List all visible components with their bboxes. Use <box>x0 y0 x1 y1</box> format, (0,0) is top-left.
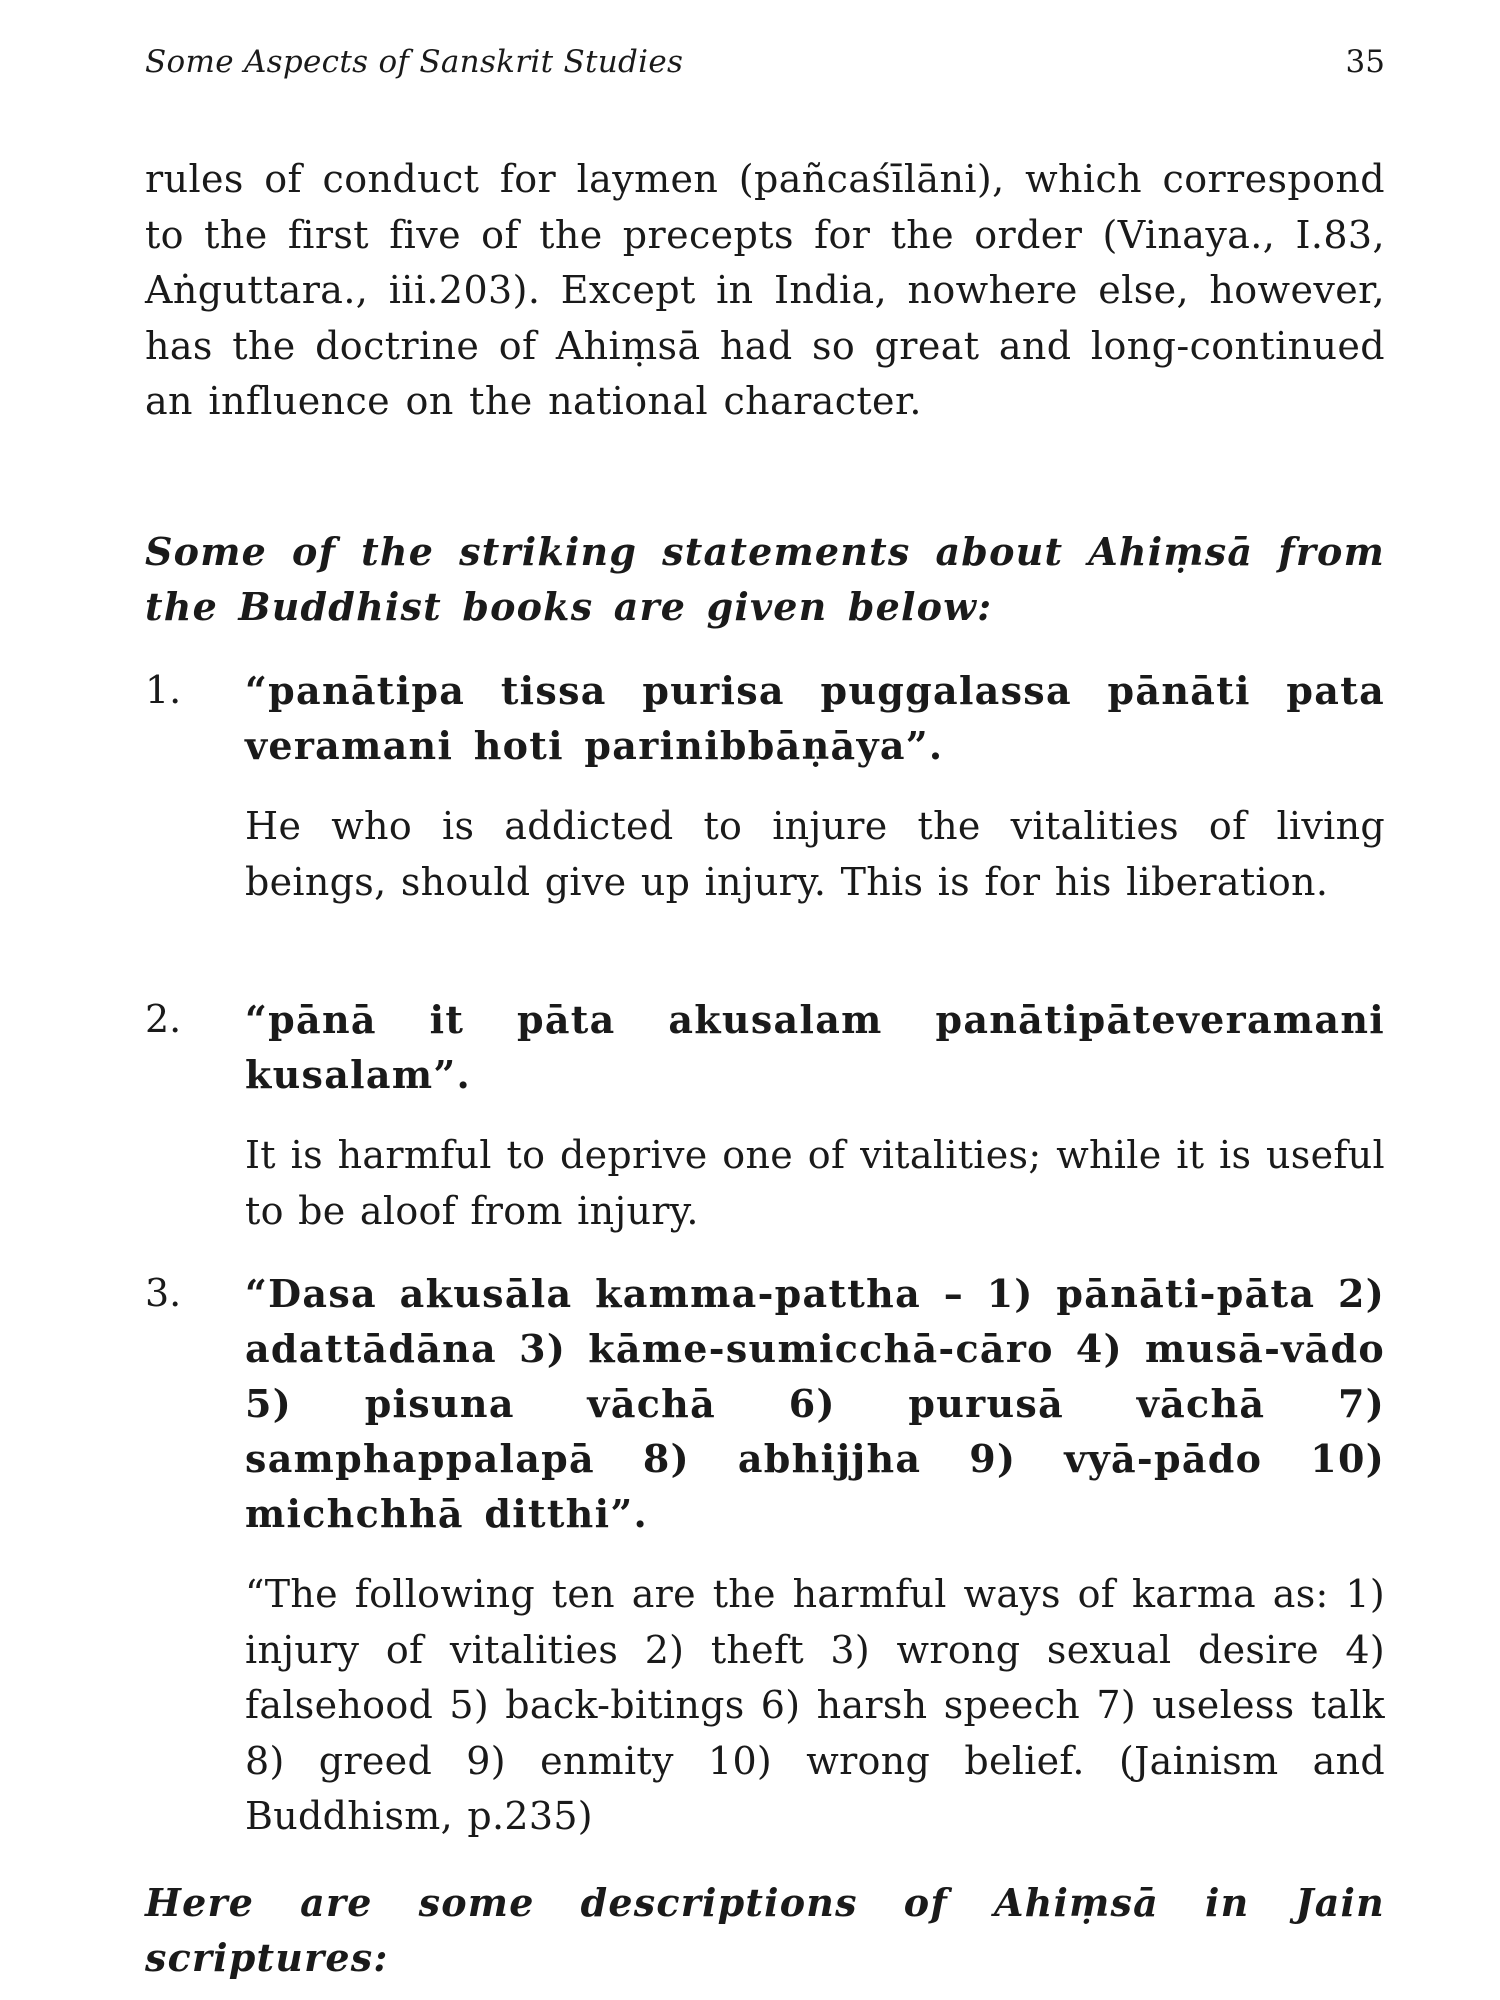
pali-quote: “pānā it pāta akusalam panātipāteveramani kusalam”. <box>245 997 1385 1097</box>
translation: “The following ten are the harmful ways of karma as: 1) injury of vitalities 2) theft 3) wrong sexual desire 4) falsehood 5) back-bitings 6) harsh speech 7) useless talk 8) greed 9) enmity 10) wrong belief. (Jainism and Buddhism, p.235) <box>245 1572 1385 1838</box>
item-body <box>245 992 1385 1239</box>
translation: It is harmful to deprive one of vitalities; while it is useful to be aloof from injury. <box>245 1133 1385 1233</box>
intro-paragraph: rules of conduct for laymen (pañcaśīlāni), which correspond to the first five of the precepts for the order (Vinaya., I.83, Aṅguttara., iii.203). Except in India, nowhere else, however, has the doctrine of Ahiṃsā had so great and long-continued an influence on the national character. <box>145 157 1385 423</box>
item-number: 2. <box>145 997 182 1041</box>
buddhist-statements-heading: Some of the striking statements about Ahiṃsā from the Buddhist books are given below: <box>145 529 1385 629</box>
book-page <box>145 0 1385 2000</box>
jain-descriptions-heading: Here are some descriptions of Ahiṃsā in Jain scriptures: <box>145 1880 1385 1980</box>
item-number: 1. <box>145 668 182 712</box>
item-body <box>245 663 1385 910</box>
item-body <box>245 1266 1385 1845</box>
page-number: 35 <box>1345 44 1385 80</box>
running-head <box>145 44 1385 94</box>
item-number: 3. <box>145 1271 182 1315</box>
pali-quote: “panātipa tissa purisa puggalassa pānāti pata veramani hoti parinibbāṇāya”. <box>245 668 1385 768</box>
translation: He who is addicted to injure the vitalities of living beings, should give up injury. This is for his liberation. <box>245 804 1385 904</box>
pali-quote: “Dasa akusāla kamma-pattha – 1) pānāti-pāta 2) adattādāna 3) kāme-sumicchā-cāro 4) musā-vādo 5) pisuna vāchā 6) purusā vāchā 7) samphappalapā 8) abhijjha 9) vyā-pādo 10) michchhā ditthi”. <box>245 1271 1385 1536</box>
running-title: Some Aspects of Sanskrit Studies <box>145 44 684 80</box>
